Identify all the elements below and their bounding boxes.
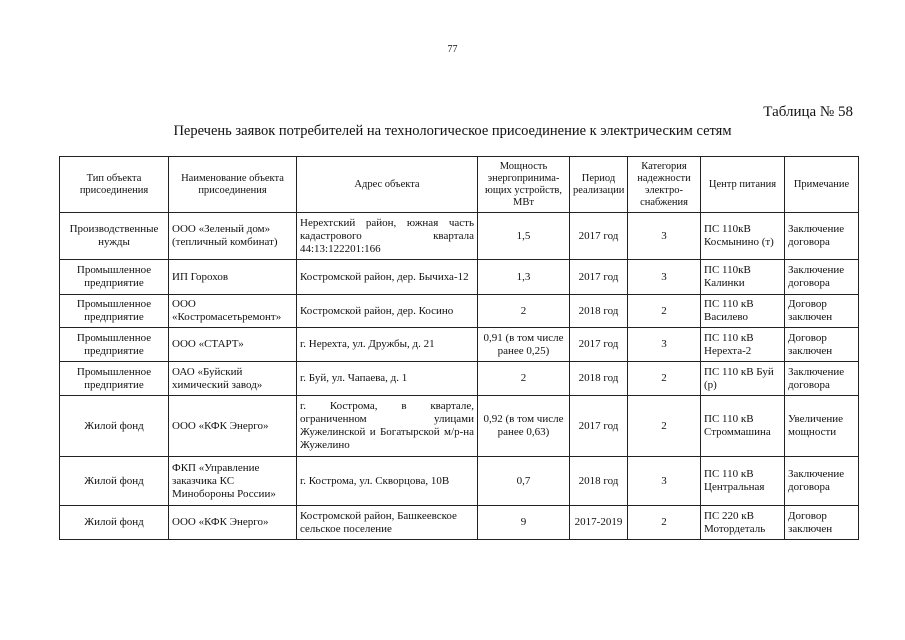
period-cell: 2018 год <box>570 362 628 396</box>
object-type-cell: Промышленное предприятие <box>60 328 169 362</box>
supply-center-cell: ПС 110 кВ Центральная <box>701 457 785 506</box>
note-cell: Увеличение мощности <box>785 396 859 457</box>
category-cell: 2 <box>628 362 701 396</box>
supply-center-cell: ПС 110кВ Космынино (т) <box>701 213 785 260</box>
applications-table <box>59 156 859 540</box>
note-cell: Заключение договора <box>785 362 859 396</box>
object-type-cell: Промышленное предприятие <box>60 260 169 295</box>
note-cell: Договор заключен <box>785 328 859 362</box>
object-type-cell: Промышленное предприятие <box>60 295 169 328</box>
supply-center-cell: ПС 110 кВ Василево <box>701 295 785 328</box>
object-type-cell: Жилой фонд <box>60 396 169 457</box>
column-header-supply-center: Центр питания <box>701 157 785 213</box>
period-cell: 2017-2019 <box>570 506 628 540</box>
object-name-cell: ИП Горохов <box>169 260 297 295</box>
power-cell: 0,7 <box>478 457 570 506</box>
column-header-reliability-category: Категория надежности электро-снабжения <box>628 157 701 213</box>
period-cell: 2018 год <box>570 457 628 506</box>
column-header-object-type: Тип объекта присоединения <box>60 157 169 213</box>
power-cell: 1,5 <box>478 213 570 260</box>
supply-center-cell: ПС 220 кВ Мотордеталь <box>701 506 785 540</box>
note-cell: Заключение договора <box>785 457 859 506</box>
category-cell: 2 <box>628 506 701 540</box>
object-type-cell: Производственные нужды <box>60 213 169 260</box>
column-header-power: Мощность энергопринима-ющих устройств, МВт <box>478 157 570 213</box>
table-row <box>60 295 859 328</box>
period-cell: 2017 год <box>570 396 628 457</box>
supply-center-cell: ПС 110 кВ Строммашина <box>701 396 785 457</box>
power-cell: 2 <box>478 362 570 396</box>
power-cell: 0,91 (в том числе ранее 0,25) <box>478 328 570 362</box>
power-cell: 1,3 <box>478 260 570 295</box>
category-cell: 3 <box>628 457 701 506</box>
address-cell: г. Кострома, ул. Скворцова, 10В <box>297 457 478 506</box>
category-cell: 2 <box>628 295 701 328</box>
address-cell: Нерехтский район, южная часть кадастрового квартала 44:13:122201:166 <box>297 213 478 260</box>
table-row <box>60 506 859 540</box>
power-cell: 2 <box>478 295 570 328</box>
page-number: 77 <box>447 44 458 55</box>
document-title: Перечень заявок потребителей на технологическое присоединение к электрическим сетям <box>173 123 732 139</box>
object-name-cell: ООО «КФК Энерго» <box>169 506 297 540</box>
address-cell: Костромской район, Башкеевское сельское поселение <box>297 506 478 540</box>
column-header-address: Адрес объекта <box>297 157 478 213</box>
category-cell: 3 <box>628 213 701 260</box>
category-cell: 3 <box>628 260 701 295</box>
supply-center-cell: ПС 110 кВ Нерехта-2 <box>701 328 785 362</box>
table-label: Таблица № 58 <box>763 104 853 120</box>
note-cell: Договор заключен <box>785 506 859 540</box>
table-row <box>60 396 859 457</box>
table-row <box>60 362 859 396</box>
category-cell: 3 <box>628 328 701 362</box>
object-name-cell: ООО «КФК Энерго» <box>169 396 297 457</box>
table-row <box>60 457 859 506</box>
category-cell: 2 <box>628 396 701 457</box>
power-cell: 9 <box>478 506 570 540</box>
power-cell: 0,92 (в том числе ранее 0,63) <box>478 396 570 457</box>
note-cell: Заключение договора <box>785 213 859 260</box>
supply-center-cell: ПС 110кВ Калинки <box>701 260 785 295</box>
period-cell: 2017 год <box>570 260 628 295</box>
object-name-cell: ООО «Зеленый дом» (тепличный комбинат) <box>169 213 297 260</box>
address-cell: г. Нерехта, ул. Дружбы, д. 21 <box>297 328 478 362</box>
period-cell: 2018 год <box>570 295 628 328</box>
period-cell: 2017 год <box>570 213 628 260</box>
period-cell: 2017 год <box>570 328 628 362</box>
note-cell: Договор заключен <box>785 295 859 328</box>
address-cell: г. Кострома, в квартале, ограниченном улицами Жужелинской и Богатырской м/р-на Жужелино <box>297 396 478 457</box>
column-header-object-name: Наименование объекта присоединения <box>169 157 297 213</box>
table-row <box>60 260 859 295</box>
table-header-row <box>60 157 859 213</box>
column-header-note: Примечание <box>785 157 859 213</box>
supply-center-cell: ПС 110 кВ Буй (р) <box>701 362 785 396</box>
object-type-cell: Промышленное предприятие <box>60 362 169 396</box>
table-row <box>60 213 859 260</box>
address-cell: Костромской район, дер. Бычиха-12 <box>297 260 478 295</box>
object-name-cell: ООО «СТАРТ» <box>169 328 297 362</box>
object-name-cell: ОАО «Буйский химический завод» <box>169 362 297 396</box>
table-row <box>60 328 859 362</box>
object-type-cell: Жилой фонд <box>60 457 169 506</box>
column-header-period: Период реализации <box>570 157 628 213</box>
address-cell: Костромской район, дер. Косино <box>297 295 478 328</box>
object-type-cell: Жилой фонд <box>60 506 169 540</box>
object-name-cell: ФКП «Управление заказчика КС Минобороны России» <box>169 457 297 506</box>
note-cell: Заключение договора <box>785 260 859 295</box>
object-name-cell: ООО «Костромасетьремонт» <box>169 295 297 328</box>
address-cell: г. Буй, ул. Чапаева, д. 1 <box>297 362 478 396</box>
